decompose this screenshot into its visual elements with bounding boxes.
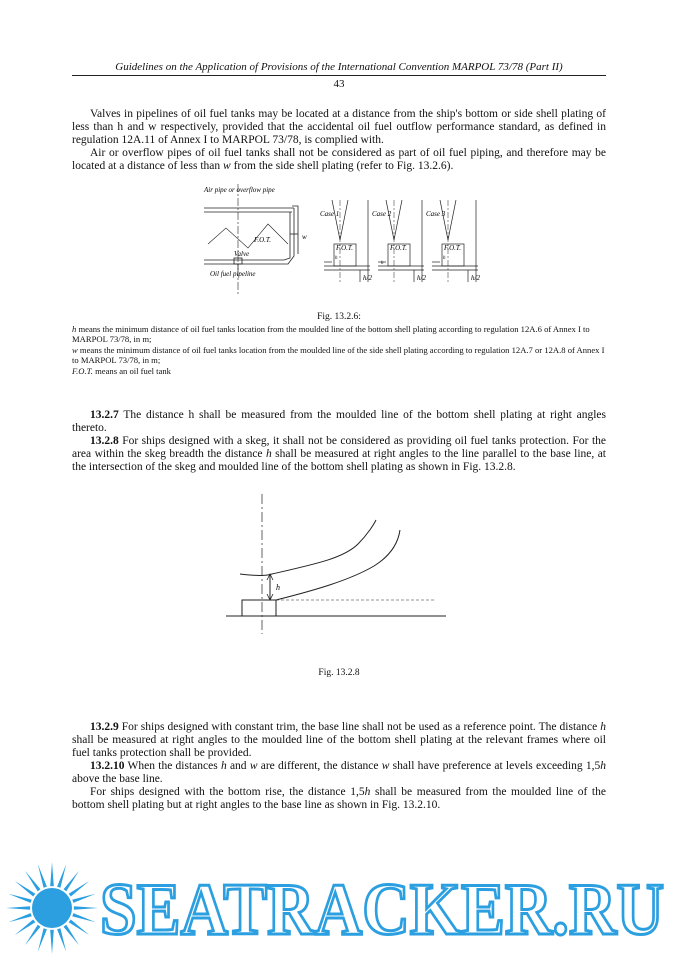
paragraph-valves: Valves in pipelines of oil fuel tanks may be located at a distance from the ship's bottom or side shell plating of less than h and w respectively, provided that the accidental oil fuel outflow performance standard, as defined in regulation 12A.11 of Annex I to MARPOL 73/78, is complied with.: [72, 108, 606, 146]
page-number: 43: [333, 78, 345, 90]
h2-label-case-1: h/2: [363, 274, 372, 282]
figure-13-2-8: [226, 494, 446, 634]
figure-13-2-8-caption: Fig. 13.2.8: [318, 668, 360, 678]
sun-ray: [8, 894, 31, 903]
sun-ray: [50, 862, 54, 886]
sun-ray: [15, 920, 36, 936]
seatracker-watermark: [0, 850, 678, 959]
sun-ray: [74, 906, 98, 910]
fot-label-case-3: F.O.T.: [444, 244, 462, 252]
sun-ray: [38, 928, 47, 951]
sun-ray: [25, 871, 41, 892]
case-3-label: Case 3: [426, 210, 446, 218]
sun-ray: [8, 913, 31, 922]
watermark-text: SEATRACKER.RU: [100, 869, 664, 951]
header-rule: [72, 75, 606, 76]
paragraph-13-2-8: 13.2.8 For ships designed with a skeg, it shall not be considered as providing oil fuel tanks protection. For the area within the skeg breadth the distance h shall be measured at right angles to the line parallel to the base line, at the intersection of the skeg and moulded line of the bottom shell plating as shown in Fig. 13.2.8.: [72, 435, 606, 473]
caption-w-definition: w means the minimum distance of oil fuel tanks location from the moulded line of the side shell plating according to regulation 12A.7 or 12A.8 of Annex I to MARPOL 73/78, in m;: [72, 344, 605, 365]
sun-ray: [69, 881, 90, 897]
sun-ray: [50, 930, 54, 954]
caption-h-definition: h means the minimum distance of oil fuel tanks location from the moulded line of the bottom shell plating according to regulation 12A.6 of Annex I to MARPOL 73/78, in m;: [72, 323, 590, 344]
sun-ray: [64, 925, 80, 946]
section-13-2-7-8: [72, 409, 606, 474]
intro-paragraphs: [72, 108, 606, 173]
case-1-label: Case 1: [320, 210, 340, 218]
caption-title: Fig. 13.2.6:: [317, 312, 361, 322]
sun-ray: [25, 925, 41, 946]
running-header: Guidelines on the Application of Provisions of the International Convention MARPOL 73/78 (Part II): [115, 61, 563, 73]
caption-fot-definition: F.O.T. means an oil fuel tank: [72, 365, 171, 376]
w-label: w: [302, 233, 307, 241]
h-label-case-3: h: [443, 256, 446, 261]
skeg-h-label: h: [276, 583, 280, 592]
fot-label-main: F.O.T.: [254, 236, 272, 244]
sun-ray: [57, 928, 66, 951]
paragraph-13-2-10: 13.2.10 When the distances h and w are different, the distance w shall have preference at levels exceeding 1,5h above the base line.: [72, 760, 606, 785]
paragraph-air-pipes: Air or overflow pipes of oil fuel tanks shall not be considered as part of oil fuel piping, and therefore may be located at a distance of less than w from the side shell plating (refer to Fig. 13.2.6).: [72, 147, 606, 172]
air-pipe-label: Air pipe or overflow pipe: [204, 186, 275, 194]
sun-ray: [15, 881, 36, 897]
h2-label-case-3: h/2: [471, 274, 480, 282]
valve-label: Valve: [234, 250, 250, 258]
paragraph-13-2-9: 13.2.9 For ships designed with constant trim, the base line shall not be used as a reference point. The distance h shall be measured at right angles to the moulded line of the bottom shell plating at the relevant frames where oil fuel tanks protection shall be provided.: [72, 721, 606, 759]
paragraph-13-2-7: 13.2.7 The distance h shall be measured from the moulded line of the bottom shell plating at right angles thereto.: [72, 409, 606, 434]
sun-ray: [57, 864, 66, 887]
sun-ray: [72, 894, 95, 903]
sun-ray: [69, 920, 90, 936]
fot-label-case-2: F.O.T.: [390, 244, 408, 252]
h-label-case-1: h: [335, 256, 338, 261]
figure-13-2-6: [196, 184, 486, 296]
figure-13-2-6-caption: [72, 312, 606, 376]
fot-label-case-1: F.O.T.: [336, 244, 354, 252]
h2-label-case-2: h/2: [417, 274, 426, 282]
sun-logo-icon: [6, 862, 98, 954]
paragraph-bottom-rise: For ships designed with the bottom rise, the distance 1,5h shall be measured from the moulded line of the bottom shell plating but at right angles to the base line as shown in Fig. 13.2.10.: [72, 786, 606, 811]
pipeline-label: Oil fuel pipeline: [210, 270, 256, 278]
sun-ray: [72, 913, 95, 922]
sun-ray: [6, 906, 30, 910]
h-label-case-2: h: [381, 261, 384, 266]
section-13-2-9-10: [72, 721, 606, 812]
sun-ray: [64, 871, 80, 892]
sun-ray: [38, 864, 47, 887]
case-2-label: Case 2: [372, 210, 392, 218]
